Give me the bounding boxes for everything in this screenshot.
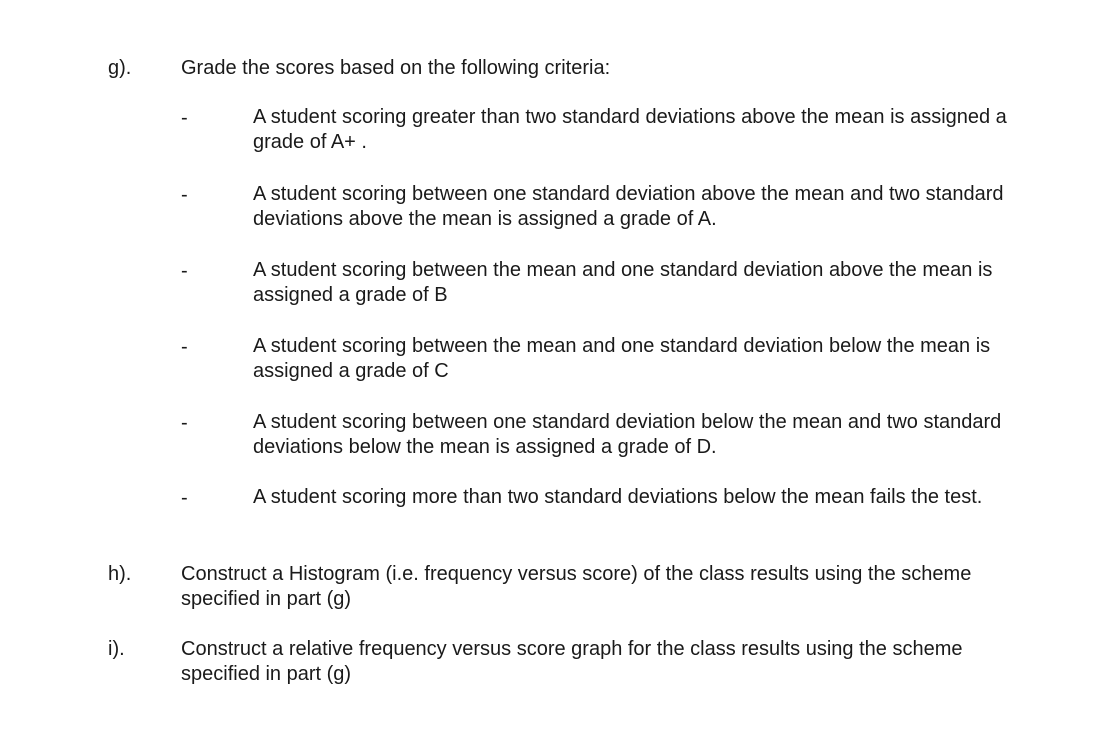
part-h-label: h).	[108, 563, 132, 585]
criterion-5-text	[253, 410, 1093, 460]
criterion-5-line-1: A student scoring between one standard deviation below the mean and two standard	[253, 411, 1002, 433]
part-i-line-1: Construct a relative frequency versus score graph for the class results using the scheme	[181, 638, 963, 660]
criterion-5-marker: -	[181, 412, 188, 434]
criterion-4-line-2: assigned a grade of C	[253, 360, 449, 382]
criterion-2-line-1: A student scoring between one standard deviation above the mean and two standard	[253, 183, 1004, 205]
criterion-6-line-1: A student scoring more than two standard deviations below the mean fails the test.	[253, 486, 983, 508]
criterion-4-text	[253, 334, 1093, 384]
part-h-line-2: specified in part (g)	[181, 588, 352, 610]
part-g-label: g).	[108, 57, 132, 79]
criterion-3-line-1: A student scoring between the mean and one standard deviation above the mean is	[253, 259, 993, 281]
criterion-4-marker: -	[181, 336, 188, 358]
part-i-text	[181, 637, 1081, 687]
criterion-2-line-2: deviations above the mean is assigned a grade of A.	[253, 208, 717, 230]
criterion-3-text	[253, 258, 1093, 308]
part-h-text	[181, 562, 1081, 612]
part-g-text: Grade the scores based on the following criteria:	[181, 57, 611, 79]
criterion-2-marker: -	[181, 184, 188, 206]
part-i-line-2: specified in part (g)	[181, 663, 352, 685]
criterion-3-marker: -	[181, 260, 188, 282]
criterion-5-line-2: deviations below the mean is assigned a grade of D.	[253, 436, 717, 458]
criterion-1-line-2: grade of A+ .	[253, 131, 367, 153]
criterion-2-text	[253, 182, 1093, 232]
criterion-1-marker: -	[181, 107, 188, 129]
part-h-line-1: Construct a Histogram (i.e. frequency versus score) of the class results using the scheme	[181, 563, 972, 585]
criterion-6-marker: -	[181, 487, 188, 509]
criterion-1-line-1: A student scoring greater than two standard deviations above the mean is assigned a	[253, 106, 1007, 128]
criterion-4-line-1: A student scoring between the mean and one standard deviation below the mean is	[253, 335, 991, 357]
criterion-1-text	[253, 105, 1093, 155]
criterion-6-text	[253, 485, 1093, 510]
part-i-label: i).	[108, 638, 125, 660]
criterion-3-line-2: assigned a grade of B	[253, 284, 448, 306]
